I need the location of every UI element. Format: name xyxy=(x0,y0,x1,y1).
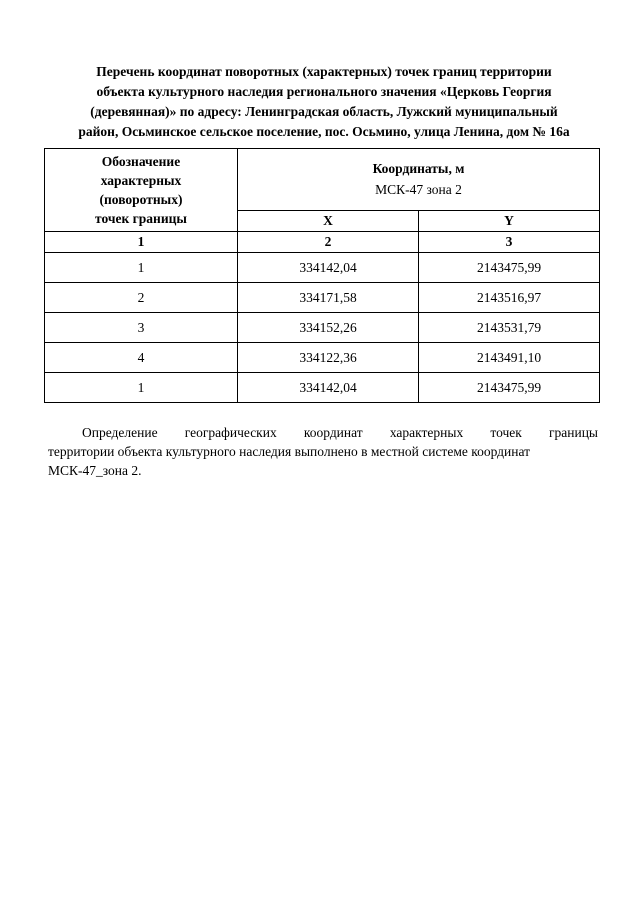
y-axis-header: Y xyxy=(419,210,600,231)
point-cell: 4 xyxy=(45,343,238,373)
y-cell: 2143516,97 xyxy=(419,283,600,313)
designation-header-line: (поворотных) xyxy=(99,192,183,207)
x-cell: 334122,36 xyxy=(238,343,419,373)
title-line: район, Осьминское сельское поселение, пос. Осьмино, улица Ленина, дом № 16а xyxy=(78,124,570,139)
coordinates-header-system: МСК-47 зона 2 xyxy=(375,182,462,198)
x-cell: 334171,58 xyxy=(238,283,419,313)
designation-header-line: Обозначение xyxy=(101,154,181,169)
x-axis-header: X xyxy=(238,210,419,231)
point-cell: 2 xyxy=(45,283,238,313)
point-cell: 1 xyxy=(45,373,238,403)
note-line: территории объекта культурного наследия выполнено в местной системе координат xyxy=(48,444,531,459)
designation-header-line: характерных xyxy=(100,173,182,188)
y-cell: 2143531,79 xyxy=(419,313,600,343)
table-row xyxy=(45,343,600,373)
x-cell: 334152,26 xyxy=(238,313,419,343)
title-line: (деревянная)» по адресу: Ленинградская область, Лужский муниципальный xyxy=(90,104,558,119)
table-row xyxy=(45,253,600,283)
column-number: 2 xyxy=(238,232,419,253)
column-number: 1 xyxy=(45,232,238,253)
coordinate-system-note xyxy=(48,423,598,480)
title-line: объекта культурного наследия регионального значения «Церковь Георгия xyxy=(96,84,552,99)
x-cell: 334142,04 xyxy=(238,373,419,403)
table-row xyxy=(45,313,600,343)
coordinates-table xyxy=(44,148,600,403)
point-cell: 1 xyxy=(45,253,238,283)
y-cell: 2143491,10 xyxy=(419,343,600,373)
point-cell: 3 xyxy=(45,313,238,343)
x-cell: 334142,04 xyxy=(238,253,419,283)
table-row xyxy=(45,283,600,313)
document-title xyxy=(48,62,600,142)
column-number: 3 xyxy=(419,232,600,253)
note-line: Определение географических координат характерных точек границы xyxy=(82,425,598,440)
designation-header-line: точек границы xyxy=(95,211,187,226)
table-row xyxy=(45,373,600,403)
title-line: Перечень координат поворотных (характерных) точек границ территории xyxy=(96,64,552,79)
coordinates-header xyxy=(238,149,600,211)
note-line: МСК-47_зона 2. xyxy=(48,463,142,478)
y-cell: 2143475,99 xyxy=(419,253,600,283)
designation-header xyxy=(45,149,238,232)
y-cell: 2143475,99 xyxy=(419,373,600,403)
coordinates-header-title: Координаты, м xyxy=(372,161,465,177)
